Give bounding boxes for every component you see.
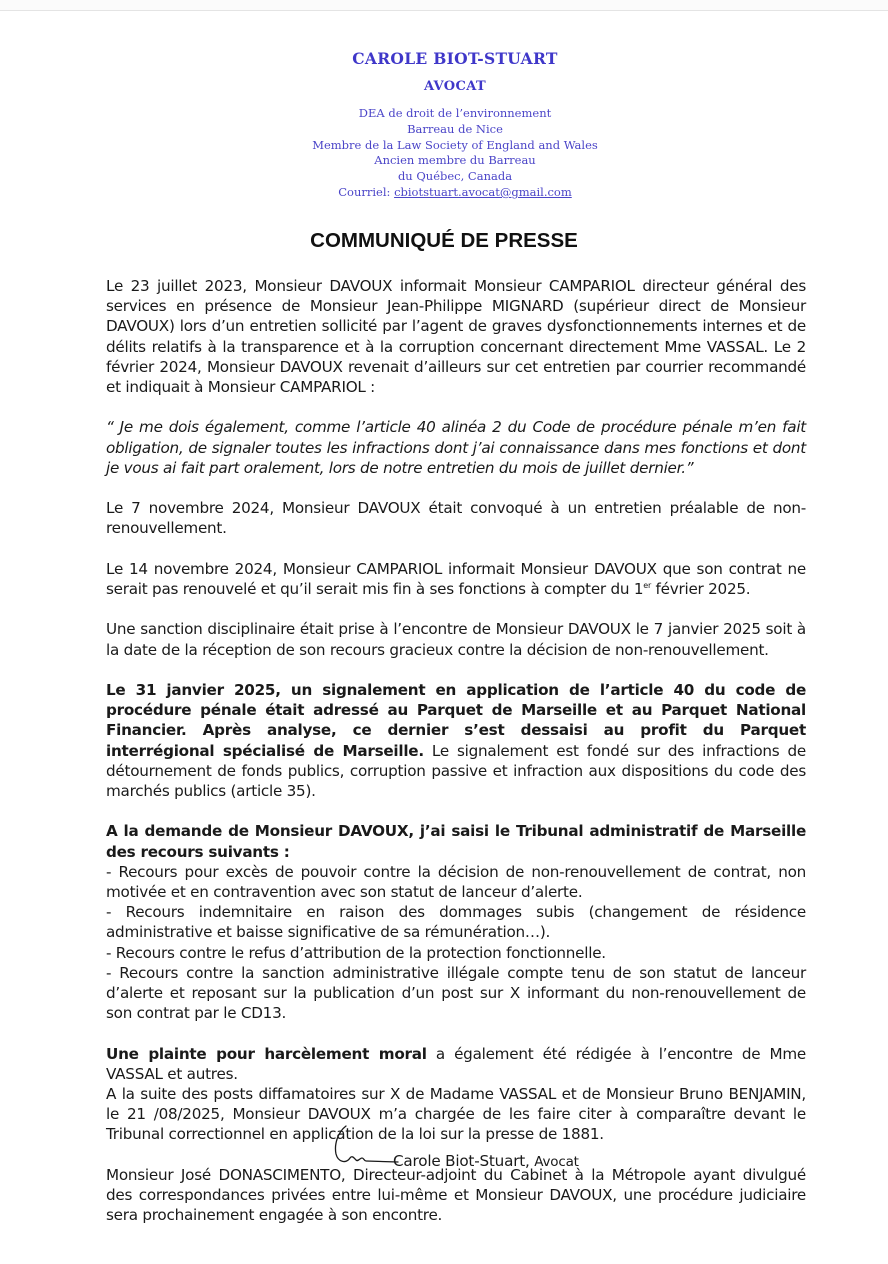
signatory: Carole Biot-Stuart, Avocat <box>393 1152 579 1170</box>
paragraph-diffamation: A la suite des posts diffamatoires sur X de Madame VASSAL et de Monsieur Bruno BENJAMIN, le 21 /08/2025, Monsieur DAVOUX m’a chargée de les faire citer à comparaître devant le Tribunal correctionnel en application de la loi sur la presse de 1881. <box>106 1085 806 1144</box>
credential-line: du Québec, Canada <box>397 169 513 184</box>
recours-item: - Recours contre le refus d’attribution de la protection fonctionnelle. <box>106 943 606 962</box>
ordinal-superscript: er <box>643 580 651 590</box>
email-line <box>0 185 888 201</box>
paragraph-intro: Le 23 juillet 2023, Monsieur DAVOUX informait Monsieur CAMPARIOL directeur général des services en présence de Monsieur Jean-Philippe MIGNARD (supérieur direct de Monsieur DAVOUX) lors d’un entretien sollicité par l’agent de graves dysfonctionnements internes et de délits relatifs à la transparence et à la corruption concernant directement Mme VASSAL. Le 2 février 2024, Monsieur DAVOUX revenait d’ailleurs sur cet entretien par courrier recommandé et indiquait à Monsieur CAMPARIOL : <box>106 277 806 397</box>
credential-line: Barreau de Nice <box>407 121 503 136</box>
recours-item: - Recours indemnitaire en raison des dommages subis (changement de résidence administrative et baisse significative de sa rémunération…). <box>106 903 806 942</box>
page-top-edge <box>0 0 888 11</box>
paragraph-sanction: Une sanction disciplinaire était prise à l’encontre de Monsieur DAVOUX le 7 janvier 2025 soit à la date de la réception de son recours gracieux contre la décision de non-renouvellement. <box>106 620 806 659</box>
paragraph-convocation: Le 7 novembre 2024, Monsieur DAVOUX était convoqué à un entretien préalable de non-renouvellement. <box>106 499 806 538</box>
paragraph-donascimento: Monsieur José DONASCIMENTO, Directeur-adjoint du Cabinet à la Métropole ayant divulgué des correspondances privées entre lui-même et Monsieur DAVOUX, une procédure judiciaire sera prochainement engagée à son encontre. <box>106 1165 806 1225</box>
paragraph-recours-intro: A la demande de Monsieur DAVOUX, j’ai saisi le Tribunal administratif de Marseille des recours suivants : <box>106 822 806 861</box>
lawyer-name: CAROLE BIOT-STUART <box>352 49 558 68</box>
paragraph-signalement: Le 31 janvier 2025, un signalement en application de l’article 40 du code de procédure pénale était adressé au Parquet de Marseille et au Parquet National Financier. Après analyse, ce dernier s’est dessaisi au profit du Parquet interrégional spécialisé de Marseille. Le signalement est fondé sur des infractions de détournement de fonds publics, corruption passive et infraction aux dispositions du code des marchés publics (article 35). <box>106 680 806 800</box>
credential-line: Membre de la Law Society of England and Wales <box>312 137 598 152</box>
signatory-role: Avocat <box>534 1154 579 1170</box>
recours-item: - Recours pour excès de pouvoir contre la décision de non-renouvellement de contrat, non motivée et en contravention avec son statut de lanceur d’alerte. <box>106 862 806 901</box>
recours-item: - Recours contre la sanction administrative illégale compte tenu de son statut de lanceur d’alerte et reposant sur la publication d’un post sur X informant du non-renouvellement de son contrat par le CD13. <box>106 963 806 1023</box>
paragraph-non-renewal: Le 14 novembre 2024, Monsieur CAMPARIOL informait Monsieur DAVOUX que son contrat ne serait pas renouvelé et qu’il serait mis fin à ses fonctions à compter du 1er février 2025. <box>106 559 806 598</box>
email-link[interactable]: cbiotstuart.avocat@gmail.com <box>394 184 572 199</box>
letterhead <box>0 48 888 201</box>
signature-block <box>332 1122 612 1172</box>
credential-line: Ancien membre du Barreau <box>374 153 536 168</box>
paragraph-plainte: Une plainte pour harcèlement moral a également été rédigée à l’encontre de Mme VASSAL et autres. <box>106 1044 806 1083</box>
press-release-body <box>106 276 806 1246</box>
lawyer-role: AVOCAT <box>423 79 487 94</box>
quote-paragraph: “ Je me dois également, comme l’article 40 alinéa 2 du Code de procédure pénale m’en fait obligation, de signaler toutes les infractions dont j’ai connaissance dans mes fonctions et dont je vous ai fait part oralement, lors de notre entretien du mois de juillet dernier.” <box>106 418 806 477</box>
handwritten-signature-icon <box>332 1122 402 1170</box>
document-title: COMMUNIQUÉ DE PRESSE <box>310 229 578 252</box>
credential-line: DEA de droit de l’environnement <box>358 106 552 120</box>
credentials <box>0 106 888 201</box>
signatory-name: Carole Biot-Stuart <box>393 1152 525 1170</box>
email-label: Courriel: <box>338 184 395 199</box>
